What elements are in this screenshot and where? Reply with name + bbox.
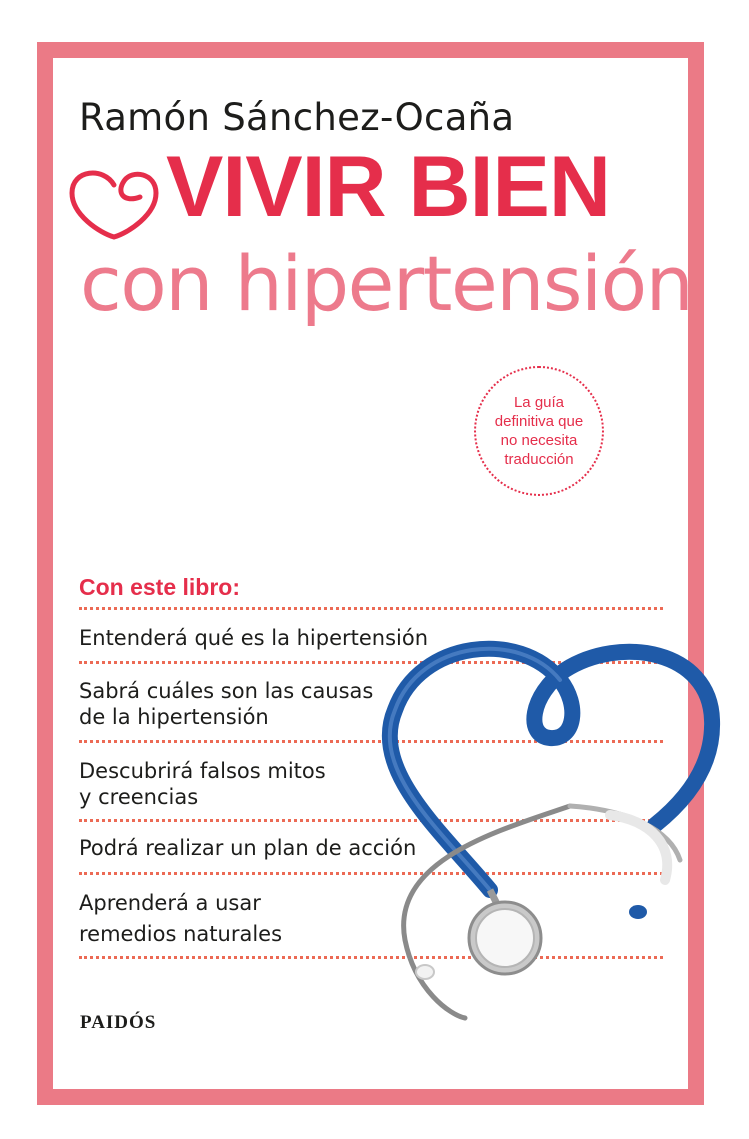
badge-text: La guía definitiva que no necesita traducción <box>494 394 584 468</box>
guide-badge <box>474 366 604 496</box>
title-subtitle: con hipertensión <box>80 239 693 328</box>
author-name: Ramón Sánchez-Ocaña <box>79 96 515 139</box>
list-heading: Con este libro: <box>79 574 241 600</box>
stethoscope-heart-icon <box>380 620 730 1040</box>
dotted-rule <box>79 607 663 610</box>
list-item: Podrá realizar un plan de acción <box>79 836 417 860</box>
list-item: Sabrá cuáles son las causas <box>79 679 374 703</box>
heart-outline-icon <box>66 163 162 243</box>
list-item: Aprenderá a usar <box>79 891 261 915</box>
list-item: Descubrirá falsos mitos <box>79 759 326 783</box>
list-item: remedios naturales <box>79 922 283 946</box>
list-item: de la hipertensión <box>79 705 269 729</box>
title-main: VIVIR BIEN <box>166 139 610 235</box>
list-item: Entenderá qué es la hipertensión <box>79 626 429 650</box>
list-item: y creencias <box>79 785 199 809</box>
publisher-logo: PAIDÓS <box>80 1012 157 1033</box>
